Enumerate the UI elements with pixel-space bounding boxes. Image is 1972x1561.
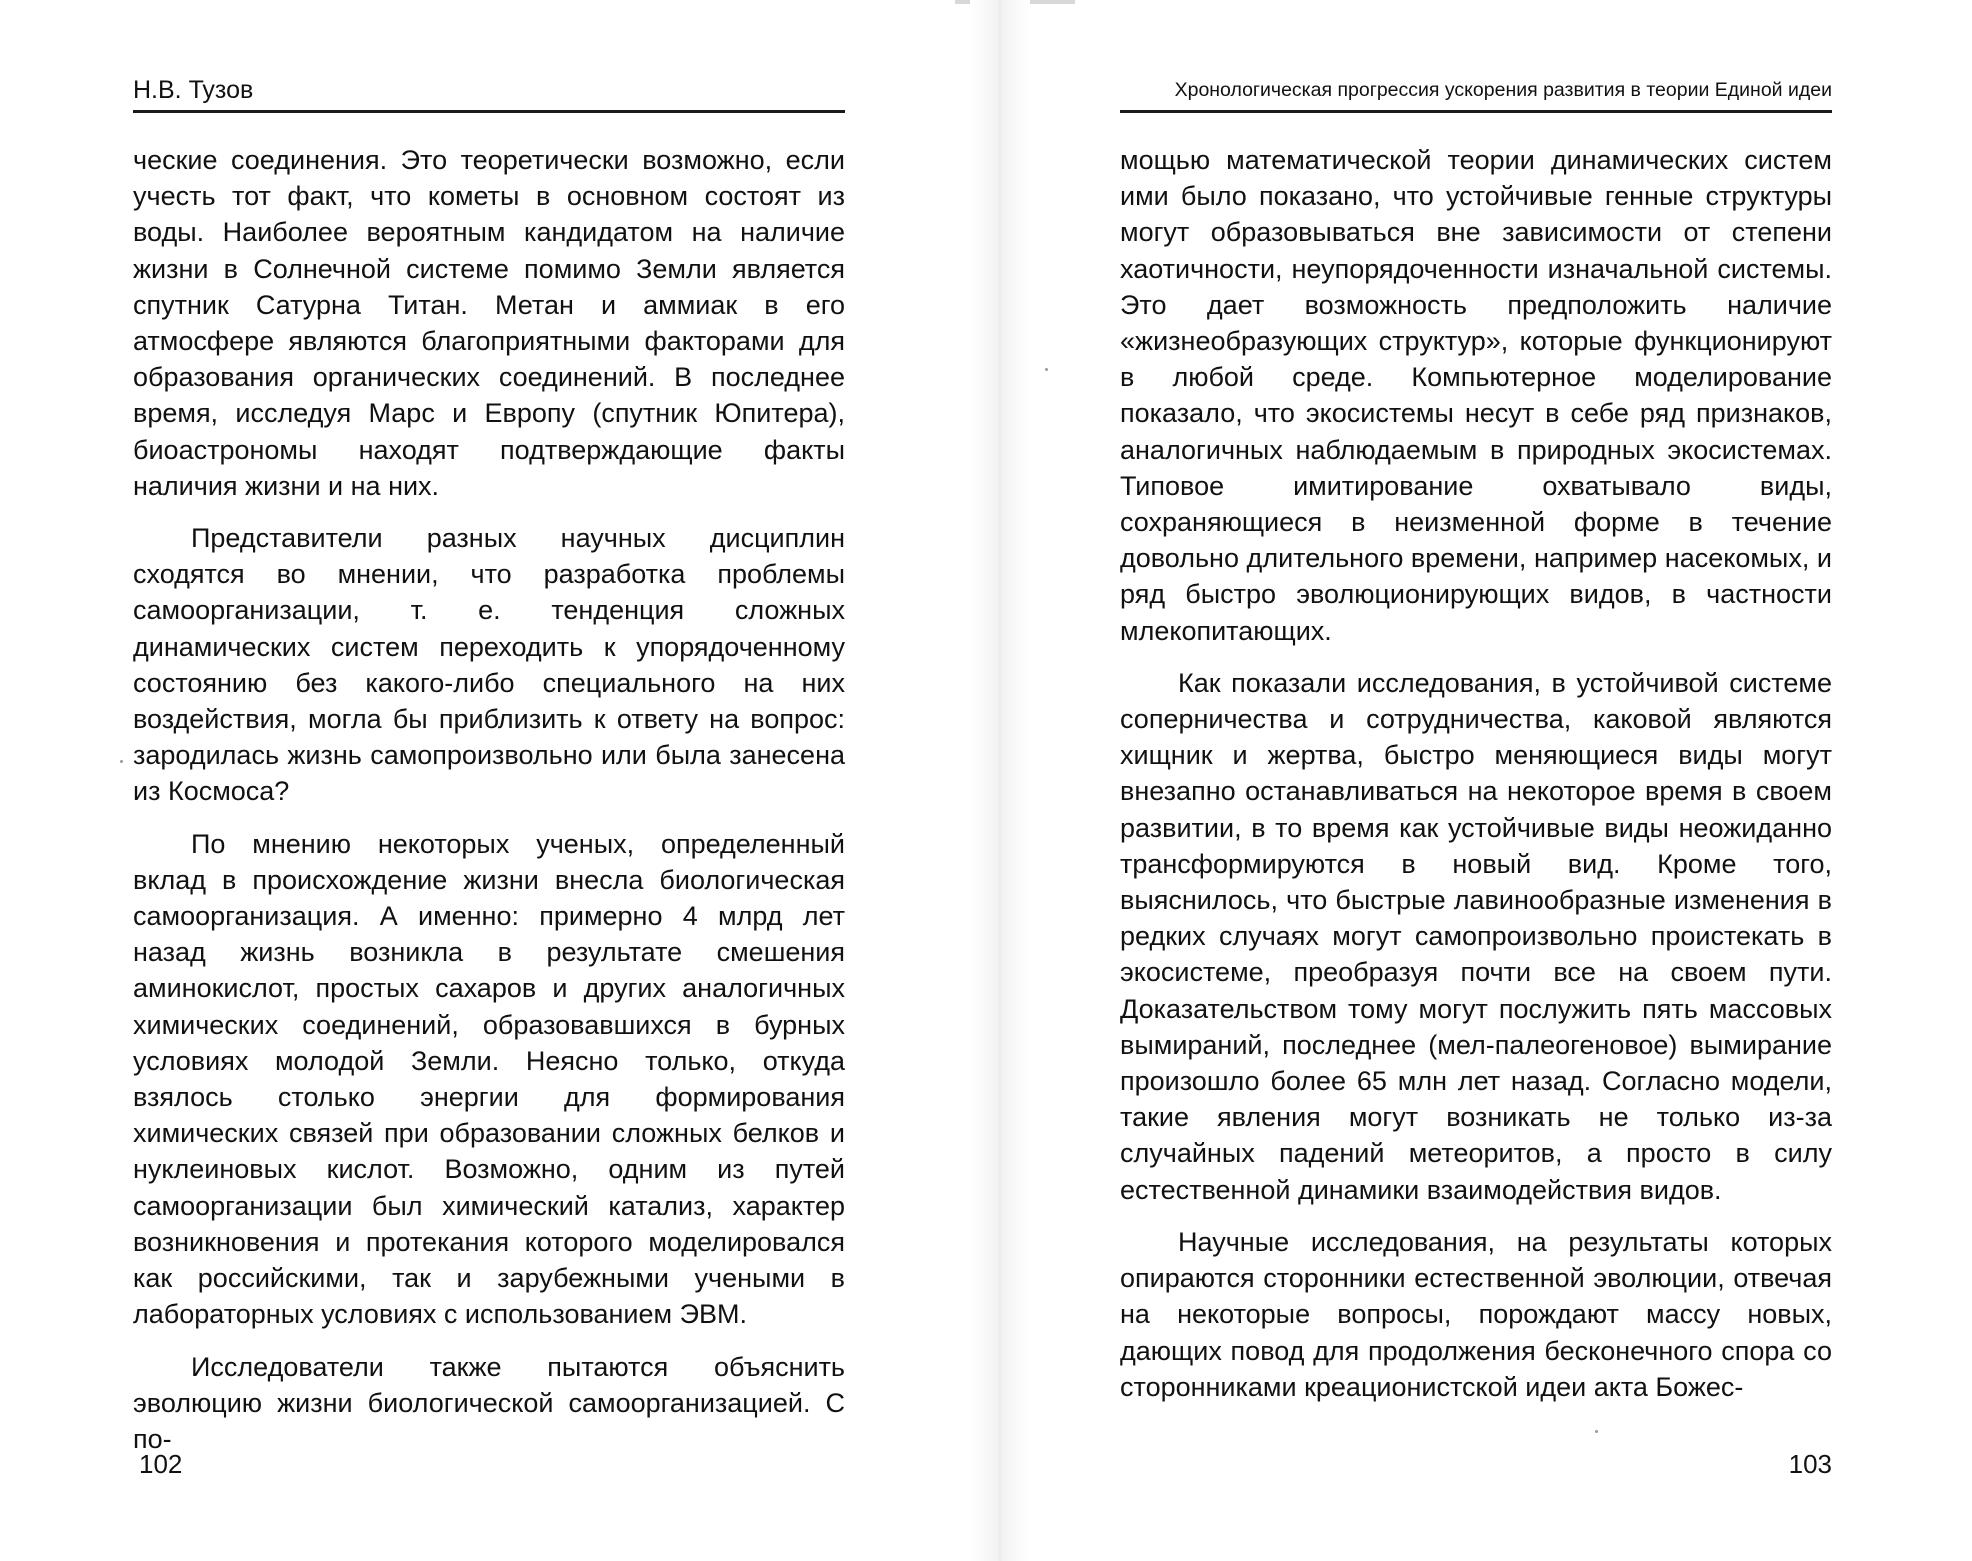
- book-gutter: [970, 0, 1030, 1561]
- paragraph: По мнению некоторых ученых, определенный вклад в происхождение жизни внесла биологическая самоорганизация. А именно: примерно 4 млрд лет назад жизнь возникла в результате смешения аминокислот, простых сахаров и других аналогичных химических соединений, образовавшихся в бурных условиях молодой Земли. Неясно только, откуда взялось столько энергии для формирования химических связей при образовании сложных белков и нуклеиновых кислот. Возможно, одним из путей самоорганизации был химический катализ, характер возникновения и протекания которого моделировался как российскими, так и зарубежными учеными в лабораторных условиях с использованием ЭВМ.: [133, 828, 845, 1330]
- paragraph: Исследователи также пытаются объяснить эволюцию жизни биологической самоорганизацией. С по-: [133, 1351, 845, 1454]
- header-rule: [133, 110, 845, 113]
- page-number: 102: [139, 1449, 183, 1479]
- header-rule: [1120, 110, 1832, 113]
- scan-speck: [1045, 368, 1048, 371]
- scan-speck: [120, 760, 123, 763]
- right-page-body: [1120, 142, 1832, 1421]
- paragraph: мощью математической теории динамических систем ими было показано, что устойчивые генные структуры могут образовываться вне зависимости от степени хаотичности, неупорядоченности изначальной системы. Это дает возможность предположить наличие «жизнеобразующих структур», которые функционируют в любой среде. Компьютерное моделирование показало, что экосистемы несут в себе ряд признаков, аналогичных наблюдаемым в природных экосистемах. Типовое имитирование охватывало виды, сохраняющиеся в неизменной форме в течение довольно длительного времени, например насекомых, и ряд быстро эволюционирующих видов, в частности млекопитающих.: [1120, 145, 1832, 646]
- paragraph: Как показали исследования, в устойчивой системе соперничества и сотрудничества, каковой являются хищник и жертва, быстро меняющиеся виды могут внезапно останавливаться на некоторое время в своем развитии, в то время как устойчивые виды неожиданно трансформируются в новый вид. Кроме того, выяснилось, что быстрые лавинообразные изменения в редких случаях могут самопроизвольно проистекать в экосистеме, преобразуя почти все на своем пути. Доказательством тому могут послужить пять массовых вымираний, последнее (мел-палеогеновое) вымирание произошло более 65 млн лет назад. Согласно модели, такие явления могут возникать не только из-за случайных падений метеоритов, а просто в силу естественной динамики взаимодействия видов.: [1120, 667, 1832, 1205]
- running-head-author: Н.В. Тузов: [133, 76, 254, 104]
- right-page: [1120, 0, 1832, 1561]
- page-number: 103: [1788, 1449, 1832, 1479]
- running-head-title: Хронологическая прогрессия ускорения развития в теории Единой идеи: [1174, 79, 1832, 101]
- paragraph: Представители разных научных дисциплин сходятся во мнении, что разработка проблемы самоорганизации, т. е. тенденция сложных динамических систем переходить к упорядоченному состоянию без какого-либо специального на них воздействия, могла бы приблизить к ответу на вопрос: зародилась жизнь самопроизвольно или была занесена из Космоса?: [133, 523, 845, 807]
- left-page-body: [133, 142, 845, 1473]
- left-page: [133, 0, 845, 1561]
- paragraph: Научные исследования, на результаты которых опираются сторонники естественной эволюции, отвечая на некоторые вопросы, порождают массу новых, дающих повод для продолжения бесконечного спора со сторонниками креационистской идеи акта Божес-: [1120, 1226, 1832, 1402]
- paragraph: ческие соединения. Это теоретически возможно, если учесть тот факт, что кометы в основном состоят из воды. Наиболее вероятным кандидатом на наличие жизни в Солнечной системе помимо Земли является спутник Сатурна Титан. Метан и аммиак в его атмосфере являются благоприятными факторами для образования органических соединений. В последнее время, исследуя Марс и Европу (спутник Юпитера), биоастрономы находят подтверждающие факты наличия жизни и на них.: [133, 145, 845, 501]
- scan-speck: [1595, 1430, 1598, 1433]
